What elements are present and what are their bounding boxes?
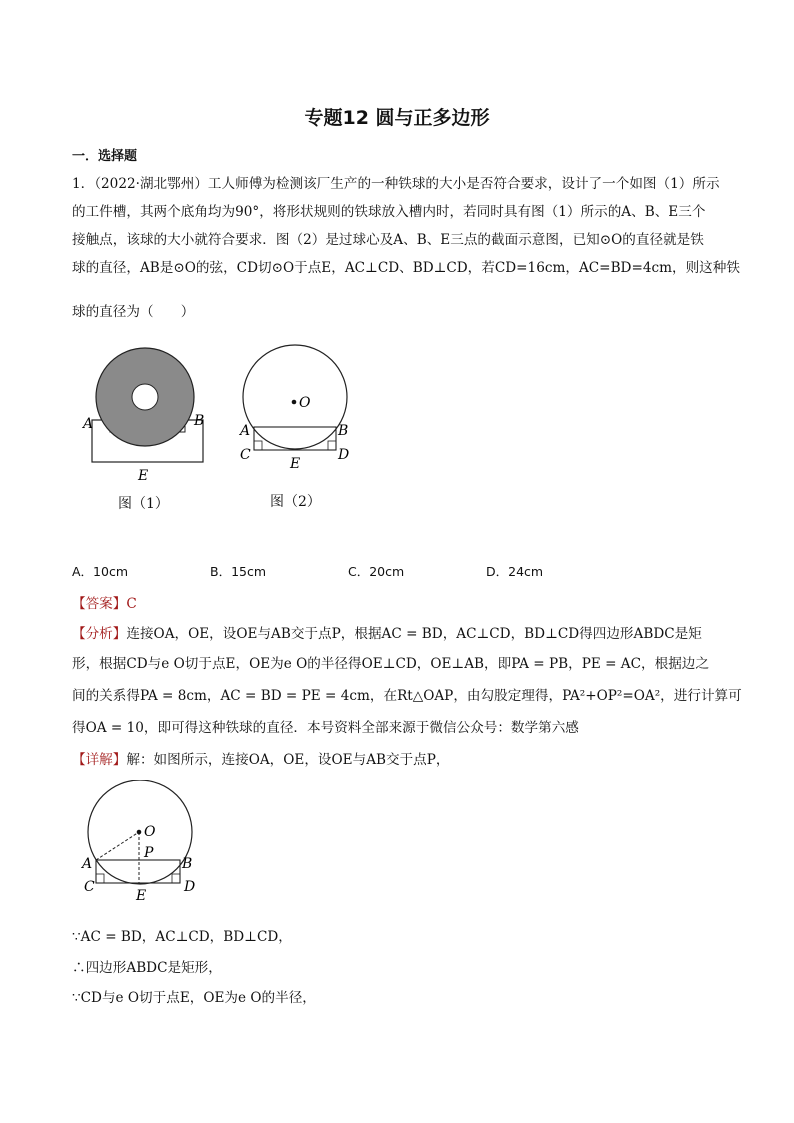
detail-label: 【详解】 [72,752,127,768]
question-line: 的工件槽，其两个底角均为90°，将形状规则的铁球放入槽内时，若同时具有图（1）所示的A、B、E三个 [72,204,706,220]
option-a[interactable]: A．10cm [72,564,129,579]
section-heading: 一．选择题 [72,149,138,164]
answer-value: C [126,596,137,612]
step-line: ∵CD与e O切于点E，OE为e O的半径， [72,990,316,1006]
step-line: ∴四边形ABDC是矩形， [72,960,222,976]
label-B: B [194,413,205,429]
center-O-dot [292,400,297,405]
label-B: B [338,423,349,439]
label-A: A [82,856,93,872]
label-A: A [240,423,251,439]
label-O: O [299,395,311,411]
option-d[interactable]: D．24cm [486,564,544,579]
label-E: E [136,888,147,904]
rectangle-ABDC [254,427,336,450]
label-P: P [144,845,154,861]
analysis-label: 【分析】 [72,626,127,642]
figure-2-caption: 图（2） [270,494,321,510]
center-O-dot [137,830,142,835]
answer-line [72,592,137,612]
question-line: 接触点，该球的大小就符合要求．图（2）是过球心及A、B、E三点的截面示意图，已知⊙O的直径就是铁 [72,232,704,248]
label-E: E [290,456,301,472]
label-E: E [138,468,149,484]
figure-1-workpiece [80,340,220,490]
circle-O [243,345,347,449]
label-B: B [182,856,193,872]
page-title: 专题12 圆与正多边形 [304,107,490,129]
option-b[interactable]: B．15cm [210,564,267,579]
step-line: ∵AC = BD，AC⊥CD，BD⊥CD， [72,929,292,945]
answer-label: 【答案】 [72,596,127,612]
figure-1-caption: 图（1） [118,496,169,512]
label-C: C [84,879,95,895]
label-C: C [240,447,251,463]
figure-2-section [235,340,360,480]
rectangle-ABDC [96,860,180,883]
question-line: 1．（2022·湖北鄂州）工人师傅为检测该厂生产的一种铁球的大小是否符合要求，设计了一个如图（1）所示 [72,176,720,192]
detail-line: 【详解】解：如图所示，连接OA，OE，设OE与AB交于点P， [72,752,450,768]
analysis-line: 【分析】连接OA，OE，设OE与AB交于点P，根据AC = BD，AC⊥CD，BD⊥CD得四边形ABDC是矩 [72,626,702,642]
label-D: D [184,879,196,895]
analysis-line: 间的关系得PA = 8cm，AC = BD = PE = 4cm，在Rt△OAP，由勾股定理得，PA²+OP²=OA²，进行计算可 [72,688,742,704]
label-A: A [83,416,94,432]
analysis-line: 形，根据CD与e O切于点E，OE为e O的半径得OE⊥CD，OE⊥AB，即PA = PB，PE = AC，根据边之 [72,656,709,672]
question-line: 球的直径为（ ） [72,304,195,320]
label-O: O [144,824,156,840]
label-D: D [338,447,350,463]
figure-3-solution [78,780,208,910]
question-line: 球的直径，AB是⊙O的弦，CD切⊙O于点E，AC⊥CD、BD⊥CD，若CD=16cm，AC=BD=4cm，则这种铁 [72,260,740,276]
segment-OA [96,832,139,860]
analysis-line: 得OA = 10，即可得这种铁球的直径．本号资料全部来源于微信公众号：数学第六感 [72,720,579,736]
option-c[interactable]: C．20cm [348,564,405,579]
ball-hole [132,384,158,410]
